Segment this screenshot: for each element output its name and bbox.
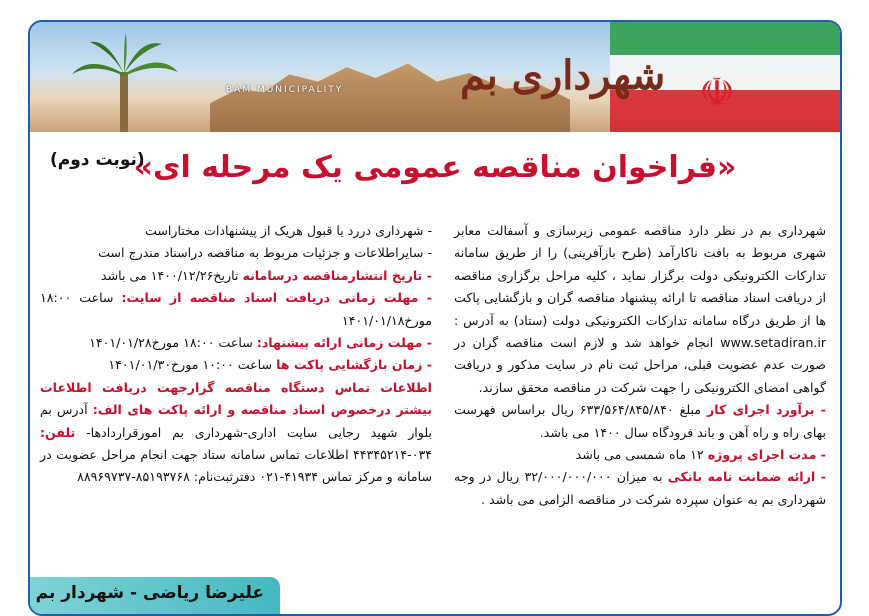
contact-text: آدرس بم بلوار شهید رجایی سایت اداری-شهرداری بم امورقراردادها- — [40, 402, 432, 440]
duration-text: ۱۲ ماه شمسی می باشد — [575, 447, 704, 463]
guarantee-line — [454, 466, 826, 511]
submit-label: - مهلت زمانی ارائه پیشنهاد: — [256, 335, 432, 351]
intro-paragraph: شهرداری بم در نظر دارد مناقصه عمومی زیرسازی و آسفالت معابر شهری مربوط به بافت ناکارآمد (طرح بازآفرینی) را از طریق سامانه تدارکات الکترونیکی دولت برگزار نماید ، کلیه مراحل برگزاری مناقصه از دریافت اسناد مناقصه تا ارائه پیشنهاد مناقصه گران و بازگشایی پاکت ها از طریق درگاه سامانه تدارکات الکترونیکی دولت (ستاد) به آدرس : www.setadiran.ir انجام خواهد شد و لازم است مناقصه گران در صورت عدم عضویت قبلی، مراحل ثبت نام در سایت مذکور و دریافت گواهی امضای الکترونیکی را جهت شرکت در مناقصه محقق سازند. — [454, 223, 826, 395]
signature-text: علیرضا ریاضی - شهردار بم — [35, 583, 264, 603]
receive-label: - مهلت زمانی دریافت اسناد مناقصه از سایت: — [121, 290, 432, 306]
phone-label: تلفن: — [40, 424, 76, 440]
guarantee-label: - ارائه ضمانت نامه بانکی — [667, 469, 826, 485]
setad-text: اطلاعات تماس سامانه ستاد جهت انجام مراحل عضویت در سامانه و مرکز تماس ۴۱۹۳۴-۰۲۱ دفترثبت‌نام: ۸۵۱۹۳۷۶۸-۸۸۹۶۹۷۳۷ — [40, 447, 432, 485]
palm-tree-icon — [70, 34, 180, 132]
details-line: - سایراطلاعات و جزئیات مربوط به مناقصه دراسناد مندرج است — [98, 245, 432, 261]
submit-line — [40, 332, 432, 354]
right-column — [454, 220, 826, 511]
publish-label: - تاریخ انتشارمناقصه درسامانه — [242, 267, 432, 283]
reject-line: - شهرداری دررد یا قبول هریک از پیشنهادات مختاراست — [144, 223, 432, 238]
signature-box — [30, 577, 280, 614]
receive-line — [40, 287, 432, 332]
estimate-line — [454, 399, 826, 444]
contact-line — [40, 377, 432, 489]
contact-label: اطلاعات تماس دستگاه مناقصه گزارجهت دریافت اطلاعات بیشتر درخصوص اسناد مناقصه و ارائه پاکت های الف: — [40, 379, 432, 418]
duration-line — [454, 444, 826, 466]
publish-line — [40, 265, 432, 287]
publish-text: تاریخ۱۴۰۰/۱۲/۲۶ می باشد — [100, 267, 239, 283]
guarantee-text: به میزان ۳۲/۰۰۰/۰۰۰/۰۰۰ ریال در وجه شهرداری بم به عنوان سپرده شرکت در مناقصه الزامی می باشد . — [454, 469, 826, 507]
estimate-text: مبلغ ۶۳۳/۵۶۴/۸۴۵/۸۴۰ ریال براساس فهرست بهای راه و راه آهن و باند فرودگاه سال ۱۴۰۰ می باشد. — [454, 402, 826, 440]
header-banner — [30, 22, 840, 132]
left-column — [40, 220, 432, 489]
phone-text: ۰۳۴-۴۴۳۴۵۲۱۴ — [353, 447, 432, 463]
municipality-sub: BAM MUNICIPALITY — [226, 85, 344, 95]
opening-text: ساعت ۱۰:۰۰ مورخ۱۴۰۱/۰۱/۳۰ — [108, 357, 273, 373]
estimate-label: - برآورد اجرای کار — [707, 402, 826, 418]
round-label: (نوبت دوم) — [50, 150, 145, 170]
municipality-name: شهرداری بم — [460, 52, 666, 99]
receive-text: ساعت ۱۸:۰۰ مورخ۱۴۰۱/۰۱/۱۸ — [40, 290, 432, 328]
opening-line — [40, 354, 432, 376]
duration-label: - مدت اجرای پروژه — [707, 447, 826, 463]
notice-title: «فراخوان مناقصه عمومی یک مرحله ای» — [133, 150, 737, 185]
iran-emblem-icon: ☫ — [699, 70, 735, 116]
submit-text: ساعت ۱۸:۰۰ مورخ۱۴۰۱/۰۱/۲۸ — [89, 335, 253, 351]
opening-label: - زمان بازگشایی پاکت ها — [276, 357, 432, 373]
notice-frame — [28, 20, 842, 616]
